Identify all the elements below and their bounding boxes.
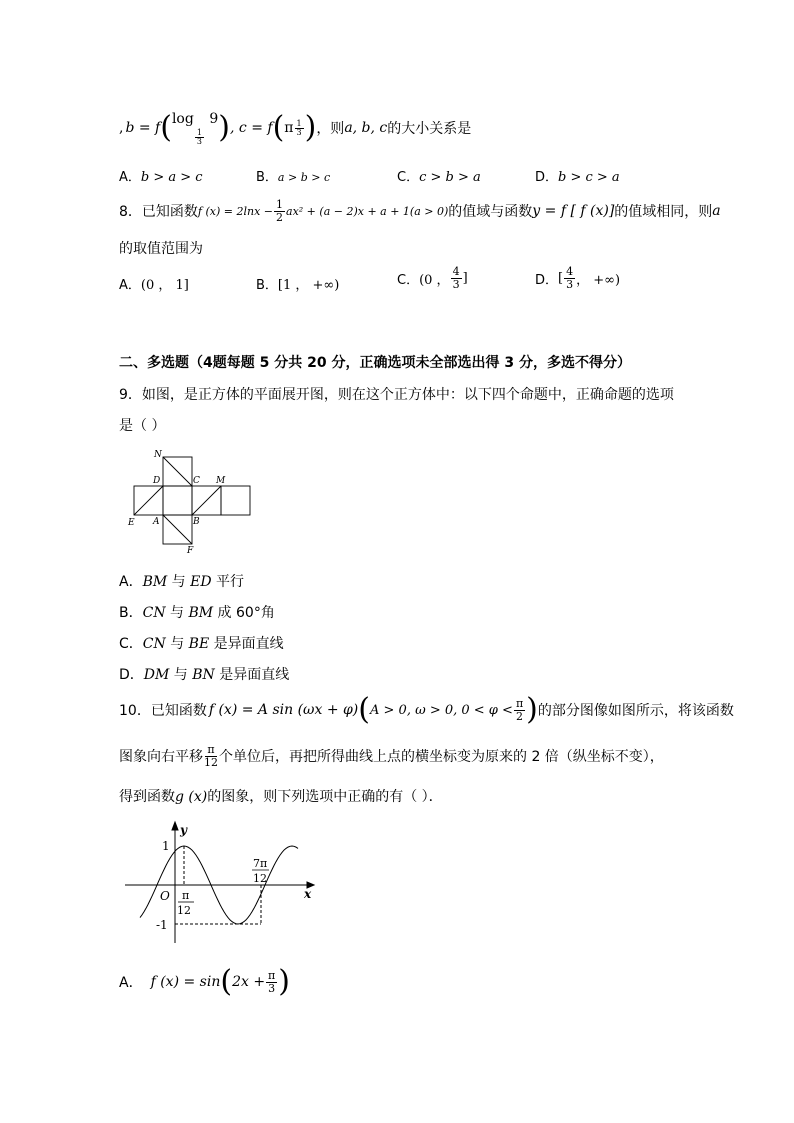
q10-line2 <box>119 738 664 774</box>
sine-graph-figure <box>120 818 320 948</box>
q8-var: a <box>712 203 721 219</box>
exp-den: 3 <box>296 127 302 137</box>
option-text: [ <box>558 271 564 286</box>
frac-num: 4 <box>452 265 460 278</box>
log-base-fraction <box>195 129 204 146</box>
y-top-label: 1 <box>162 839 170 853</box>
option-letter: B． <box>256 278 278 293</box>
option-text: [1 ， +∞) <box>277 278 340 293</box>
frac-num: 1 <box>276 197 284 211</box>
log-text: log <box>171 110 194 127</box>
q8-option-d[interactable] <box>535 266 620 291</box>
option-mid: 与 <box>165 605 189 621</box>
option-text: (0 ， 1] <box>140 278 189 293</box>
option-letter: B． <box>119 605 143 621</box>
q7-vars: a, b, c <box>344 120 388 136</box>
y-axis-label: y <box>180 823 187 837</box>
option-seg-a: CN <box>142 605 166 621</box>
q7-option-d[interactable] <box>535 166 620 185</box>
q10-line1-end: 的部分图像如图所示，将该函数 <box>537 703 734 719</box>
option-text: c > b > a <box>419 170 481 185</box>
frac-den: 3 <box>452 278 460 291</box>
q7-option-b[interactable] <box>256 166 330 185</box>
frac-num: π <box>207 742 215 756</box>
option-seg-a: CN <box>142 636 166 652</box>
q10-lead: 10．已知函数 <box>119 703 207 719</box>
right-paren: ) <box>218 110 231 145</box>
option-seg-b: BN <box>192 667 215 683</box>
label-N: N <box>154 450 162 460</box>
option-lhs: f (x) = sin <box>150 974 221 990</box>
option-text: (0 ， <box>419 273 450 288</box>
q9-line1: 9．如图，是正方体的平面展开图，则在这个正方体中：以下四个命题中，正确命题的选项 <box>119 387 674 403</box>
label-D: D <box>153 476 161 486</box>
left-paren: ( <box>272 110 285 145</box>
frac-den: 2 <box>276 210 284 224</box>
q8-option-b[interactable] <box>256 274 339 293</box>
frac-den: 3 <box>566 278 574 291</box>
option-after: ， +∞) <box>576 273 621 288</box>
left-paren: ( <box>358 692 370 727</box>
option-seg-b: BE <box>188 636 210 652</box>
x-mark2-num: 7π <box>253 857 268 870</box>
option-mid: 与 <box>165 636 189 652</box>
cube-net-figure <box>126 446 256 558</box>
right-paren: ) <box>526 692 538 727</box>
q10-line3 <box>119 786 443 806</box>
q9-line2: 是（ ） <box>119 418 166 434</box>
q7-ask-end: 的大小关系是 <box>387 121 472 137</box>
right-paren: ) <box>278 964 290 999</box>
pi-symbol: π <box>284 120 294 136</box>
option-letter: C． <box>397 273 420 288</box>
frac-den: 3 <box>268 981 276 995</box>
option-letter: C． <box>397 170 420 185</box>
option-frac <box>266 970 277 995</box>
q7-prefix: , <box>119 120 124 136</box>
origin-label: O <box>160 889 170 903</box>
frac-den: 2 <box>516 709 524 723</box>
q8-lead: 8．已知函数 <box>119 204 198 220</box>
q8-func-lhs: f (x) = 2lnx − <box>197 204 274 218</box>
option-end: 成 60°角 <box>213 605 275 621</box>
q9-option-d[interactable] <box>119 664 289 684</box>
option-text: b > a > c <box>140 170 203 185</box>
label-E: E <box>128 518 135 528</box>
label-A: A <box>153 517 160 527</box>
section-title: 二、多选题（4题每题 5 分共 20 分，正确选项未全部选出得 3 分，多选不得分） <box>119 355 631 371</box>
q8-end: 的值域相同，则 <box>614 204 713 220</box>
left-paren: ( <box>220 964 233 999</box>
option-letter: A． <box>119 278 141 293</box>
q8-func-rhs: ax² + (a − 2)x + a + 1(a > 0) <box>286 204 449 218</box>
q10-shift-frac <box>204 744 218 769</box>
q7-c-def: , c = f <box>230 120 273 136</box>
y-bottom-label: -1 <box>156 918 168 932</box>
q8-line2: 的取值范围为 <box>119 241 203 257</box>
option-letter: A． <box>119 170 141 185</box>
label-B: B <box>193 517 200 527</box>
q8-stem <box>119 196 721 226</box>
label-M: M <box>216 476 226 486</box>
q7-ask: ，则 <box>316 121 345 137</box>
frac-num: π <box>268 968 276 982</box>
left-paren: ( <box>160 110 172 145</box>
option-letter: B． <box>256 170 278 185</box>
x-mark1-num: π <box>182 889 190 902</box>
option-frac <box>564 266 575 291</box>
q10-option-a[interactable] <box>119 962 290 1002</box>
log-base-den: 3 <box>196 136 202 146</box>
option-mid: 与 <box>167 574 191 590</box>
x-mark2-den: 12 <box>253 872 267 885</box>
option-letter: D． <box>535 273 559 288</box>
q10-cond-frac <box>514 698 525 723</box>
option-frac <box>451 266 462 291</box>
q10-line3-b: 的图象，则下列选项中正确的有（ ）． <box>207 789 443 805</box>
q9-option-a[interactable] <box>119 571 244 591</box>
q10-cond: A > 0, ω > 0, 0 < φ < <box>370 702 513 718</box>
option-letter: D． <box>119 667 144 683</box>
q9-option-c[interactable] <box>119 633 284 653</box>
q10-line3-a: 得到函数 <box>119 789 175 805</box>
option-letter: A． <box>119 574 143 590</box>
x-mark1-den: 12 <box>177 904 191 917</box>
option-letter: D． <box>535 170 559 185</box>
q10-line2-a: 图象向右平移 <box>119 749 203 765</box>
option-letter: C． <box>119 636 143 652</box>
frac-den: 12 <box>204 755 218 769</box>
q7-stem <box>119 108 471 148</box>
option-end: 是异面直线 <box>214 667 290 683</box>
right-paren: ) <box>304 110 317 145</box>
option-mid: 与 <box>169 667 193 683</box>
option-after: ] <box>462 271 468 286</box>
q8-func2: y = f [ f (x)] <box>532 203 615 219</box>
frac-num: 4 <box>566 265 574 278</box>
q10-line2-b: 个单位后，再把所得曲线上点的横坐标变为原来的 2 倍（纵坐标不变）， <box>219 749 664 765</box>
q8-option-a[interactable] <box>119 274 189 293</box>
log-arg: 9 <box>209 110 219 127</box>
q10-g: g (x) <box>175 789 208 805</box>
option-seg-a: BM <box>142 574 168 590</box>
x-axis-label: x <box>304 887 312 901</box>
option-letter: A． <box>119 975 143 991</box>
q8-mid: 的值域与函数 <box>448 204 533 220</box>
label-F: F <box>187 546 194 556</box>
q10-line1 <box>119 690 734 730</box>
option-text: b > c > a <box>558 170 620 185</box>
option-inner: 2x + <box>232 974 266 990</box>
frac-num: π <box>515 696 524 710</box>
exponent-fraction <box>295 120 304 137</box>
option-text: a > b > c <box>277 171 331 184</box>
q7-b-def: b = f <box>125 120 161 136</box>
option-seg-b: BM <box>188 605 214 621</box>
option-seg-a: DM <box>143 667 170 683</box>
q8-frac <box>274 199 285 224</box>
q9-option-b[interactable] <box>119 602 275 622</box>
log-base-num: 1 <box>196 127 202 137</box>
q7-log <box>172 111 218 146</box>
q10-func: f (x) = A sin (ωx + φ) <box>208 702 359 718</box>
q7-option-c[interactable] <box>397 166 481 185</box>
q8-option-c[interactable] <box>397 266 468 291</box>
exp-num: 1 <box>296 118 302 128</box>
q7-option-a[interactable] <box>119 166 203 185</box>
option-seg-b: ED <box>190 574 212 590</box>
option-end: 是异面直线 <box>209 636 284 652</box>
option-end: 平行 <box>211 574 245 590</box>
label-C: C <box>193 476 200 486</box>
